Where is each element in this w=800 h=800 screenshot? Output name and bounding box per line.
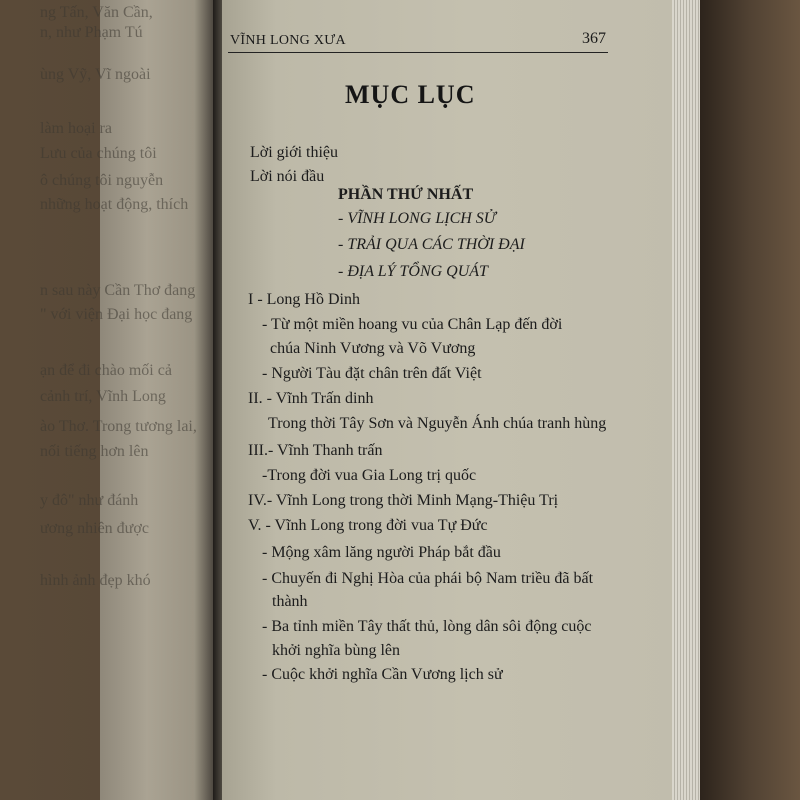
toc-entry: Lời nói đầu — [250, 168, 325, 185]
toc-entry: - Người Tàu đặt chân trên đất Việt — [262, 365, 482, 382]
left-page-text: n sau này Cần Thơ đang — [40, 282, 196, 299]
toc-heading: MỤC LỤC — [345, 80, 476, 109]
left-page-text: làm hoại ra — [40, 120, 112, 137]
toc-entry: -Trong đời vua Gia Long trị quốc — [262, 467, 477, 484]
toc-entry: - Chuyến đi Nghị Hòa của phái bộ Nam triều đã bất — [262, 570, 594, 587]
toc-entry: IV.- Vĩnh Long trong thời Minh Mạng-Thiệu Trị — [248, 492, 559, 509]
toc-entry: Trong thời Tây Sơn và Nguyễn Ánh chúa tranh hùng — [268, 415, 607, 432]
toc-entry: - Cuộc khởi nghĩa Cần Vương lịch sử — [262, 666, 503, 683]
running-header — [228, 32, 608, 53]
left-page-text: cảnh trí, Vĩnh Long — [40, 388, 166, 405]
left-page-text: ương nhiên được — [40, 520, 149, 537]
left-page-text: ng Tấn, Văn Cần, — [40, 4, 153, 21]
toc-entry: chúa Ninh Vương và Võ Vương — [270, 340, 476, 357]
toc-entry: I - Long Hồ Dinh — [248, 291, 360, 308]
toc-entry: thành — [272, 593, 308, 610]
toc-entry: - Từ một miền hoang vu của Chân Lạp đến đời — [262, 316, 563, 333]
left-page-text: ào Thơ. Trong tương lai, — [40, 418, 197, 435]
left-page-text: Lưu của chúng tôi — [40, 145, 157, 162]
table-surface-right — [700, 0, 800, 800]
left-page-text: ô chúng tôi nguyễn — [40, 172, 164, 189]
page-number: 367 — [582, 30, 606, 47]
book-title: VĨNH LONG XƯA — [230, 33, 346, 48]
toc-entry: II. - Vĩnh Trấn dinh — [248, 390, 374, 407]
part-heading: PHẦN THỨ NHẤT — [338, 186, 474, 203]
part-subtitle: - VĨNH LONG LỊCH SỬ — [338, 210, 496, 227]
left-page-text: " với viện Đại học đang — [40, 306, 193, 323]
left-page-text: ùng Vỹ, Vĩ ngoài — [40, 66, 151, 83]
toc-entry: khởi nghĩa bùng lên — [272, 642, 400, 659]
left-page — [40, 0, 218, 800]
left-page-text: ạn để đi chào mối cả — [40, 362, 172, 379]
left-page-text: những hoạt động, thích — [40, 196, 189, 213]
toc-entry: V. - Vĩnh Long trong đời vua Tự Đức — [248, 517, 488, 534]
left-page-text: n, như Phạm Tú — [40, 24, 143, 41]
toc-entry: - Mộng xâm lăng người Pháp bắt đầu — [262, 544, 501, 561]
left-page-text: nối tiếng hơn lên — [40, 443, 149, 460]
part-subtitle: - ĐỊA LÝ TỔNG QUÁT — [338, 263, 488, 280]
toc-entry: III.- Vĩnh Thanh trấn — [248, 442, 383, 459]
left-page-text: hình ảnh đẹp khó — [40, 572, 151, 589]
page-edges — [672, 0, 700, 800]
toc-entry: - Ba tỉnh miền Tây thất thủ, lòng dân sôi động cuộc — [262, 618, 592, 635]
toc-entry: Lời giới thiệu — [250, 144, 339, 161]
part-subtitle: - TRẢI QUA CÁC THỜI ĐẠI — [338, 236, 525, 253]
left-page-text: y đô" như đánh — [40, 492, 139, 509]
